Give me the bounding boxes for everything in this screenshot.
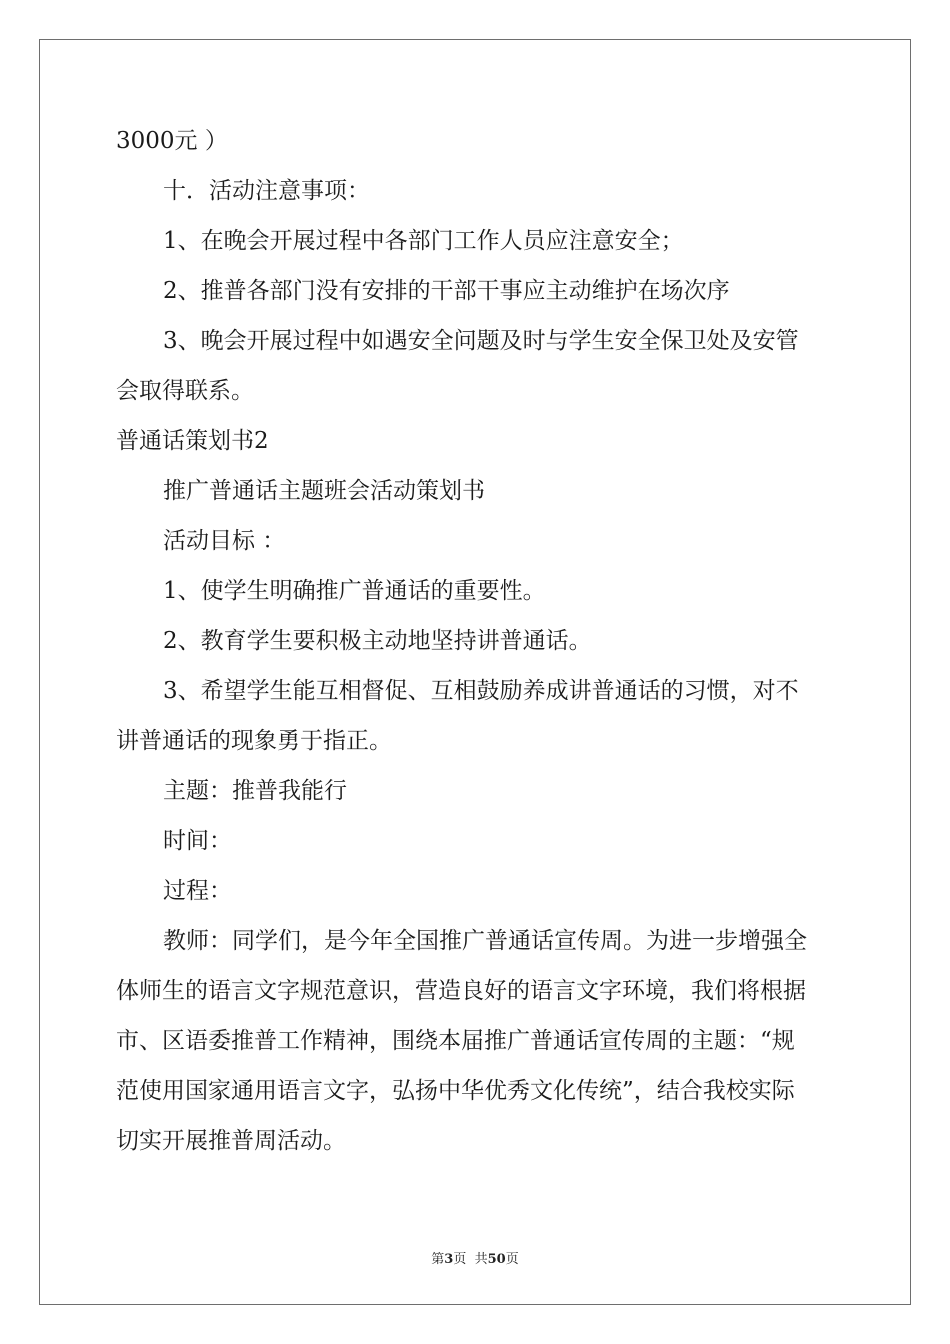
list-item: 2、推普各部门没有安排的干部干事应主动维护在场次序 (163, 278, 730, 304)
time-line: 时间： (163, 828, 232, 854)
theme-line: 主题：推普我能行 (163, 778, 347, 804)
list-item: 1、在晚会开展过程中各部门工作人员应注意安全； (163, 228, 684, 254)
process-line: 过程： (163, 878, 232, 904)
paragraph-line: 范使用国家通用语言文字，弘扬中华优秀文化传统”，结合我校实际 (116, 1078, 795, 1104)
list-item: 1、使学生明确推广普通话的重要性。 (163, 578, 546, 604)
footer-mid: 页 共 (453, 1252, 488, 1267)
page-number-total: 50 (487, 1252, 506, 1267)
page-footer (0, 1248, 950, 1267)
text-line-amount: 3000元 ） (116, 128, 228, 154)
list-item: 3、晚会开展过程中如遇安全问题及时与学生安全保卫处及安管 (163, 328, 799, 354)
list-item-continuation: 会取得联系。 (116, 378, 254, 404)
section-heading-goals: 活动目标 ： (163, 528, 286, 554)
document-title: 普通话策划书2 (116, 428, 269, 454)
list-item-continuation: 讲普通话的现象勇于指正。 (116, 728, 392, 754)
paragraph-line: 体师生的语言文字规范意识，营造良好的语言文字环境，我们将根据 (116, 978, 806, 1004)
paragraph-line: 教师：同学们，是今年全国推广普通话宣传周。为进一步增强全 (163, 928, 807, 954)
footer-suffix: 页 (505, 1252, 519, 1267)
footer-prefix: 第 (431, 1252, 445, 1267)
list-item: 3、希望学生能互相督促、互相鼓励养成讲普通话的习惯，对不 (163, 678, 799, 704)
plan-title: 推广普通话主题班会活动策划书 (163, 478, 485, 504)
page-number-current: 3 (444, 1252, 454, 1267)
paragraph-line: 切实开展推普周活动。 (116, 1128, 346, 1154)
section-heading-notes: 十．活动注意事项： (163, 178, 370, 204)
list-item: 2、教育学生要积极主动地坚持讲普通话。 (163, 628, 592, 654)
paragraph-line: 市、区语委推普工作精神，围绕本届推广普通话宣传周的主题：“规 (116, 1028, 795, 1054)
